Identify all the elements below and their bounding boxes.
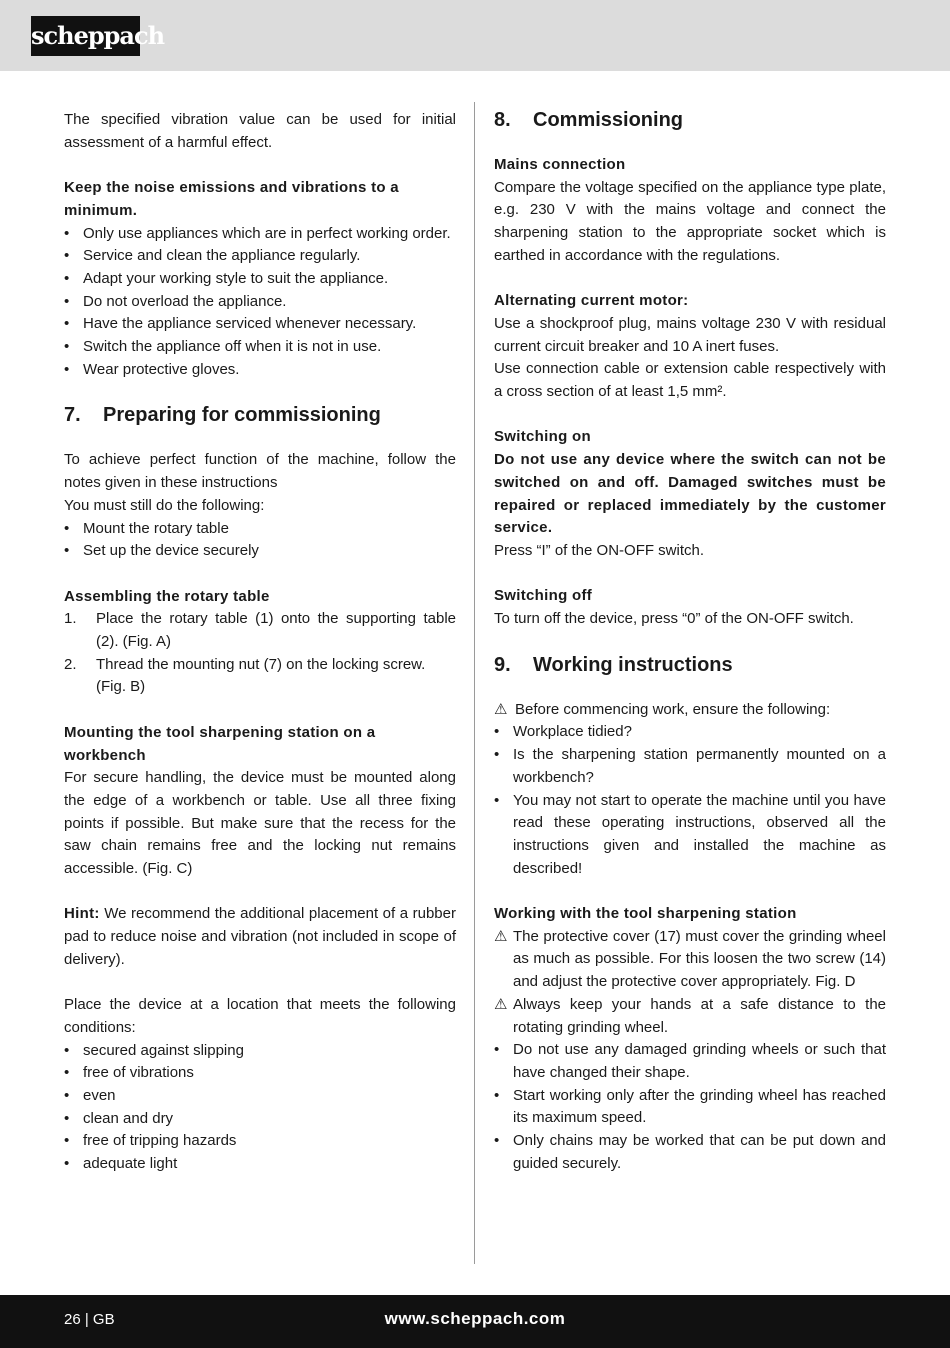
working-list	[494, 926, 886, 1176]
ac-text-2: Use connection cable or extension cable respectively with a cross section of at least 1,5 mm².	[494, 360, 886, 401]
list-item: • even	[64, 1085, 456, 1108]
list-item: • Only use appliances which are in perfect working order.	[64, 223, 456, 246]
list-item: • Adapt your working style to suit the appliance.	[64, 268, 456, 291]
mains-text: Compare the voltage specified on the appliance type plate, e.g. 230 V with the mains voltage and connect the sharpening station to the appropriate socket which is earthed in accordance with the regulations.	[494, 178, 886, 264]
must-text: You must still do the following:	[64, 496, 265, 514]
list-item: • Start working only after the grinding wheel has reached its maximum speed.	[494, 1085, 886, 1130]
list-item: • secured against slipping	[64, 1040, 456, 1063]
list-item: • Do not overload the appliance.	[64, 291, 456, 314]
section-number: 7.	[64, 404, 81, 427]
warning-item: ⚠ The protective cover (17) must cover the grinding wheel as much as possible. For this loosen the two screw (14) and adjust the protective cover appropriately. Fig. D	[494, 927, 886, 991]
step-item: 2. Thread the mounting nut (7) on the locking screw. (Fig. B)	[64, 655, 426, 696]
rotary-heading: Assembling the rotary table	[64, 587, 270, 605]
warning-item: ⚠ Always keep your hands at a safe distance to the rotating grinding wheel.	[494, 995, 886, 1036]
list-item: • free of vibrations	[64, 1062, 456, 1085]
switching-on-warning: Do not use any device where the switch can not be switched on and off. Damaged switches must be repaired or replaced immediately by the customer service.	[494, 451, 886, 537]
list-item: • Wear protective gloves.	[64, 359, 456, 382]
page-header	[0, 0, 950, 71]
section-number: 9.	[494, 653, 511, 676]
list-item: • Set up the device securely	[64, 540, 456, 563]
before-text: ⚠ Before commencing work, ensure the following:	[494, 699, 886, 722]
list-item: • Is the sharpening station permanently mounted on a workbench?	[494, 744, 886, 789]
mounting-text: For secure handling, the device must be mounted along the edge of a workbench or table. Use all three fixing points if possible. But make sure that the recess for the saw chain remains free and the locking nut remains accessible. (Fig. C)	[64, 769, 456, 878]
switching-off-heading: Switching off	[494, 587, 593, 605]
rotary-steps	[64, 608, 456, 699]
place-text: Place the device at a location that meets the following conditions:	[64, 996, 456, 1036]
section-8-heading	[494, 109, 886, 131]
page-number: 26 | GB	[64, 1311, 115, 1328]
ac-text-1: Use a shockproof plug, mains voltage 230 V with residual current circuit breaker and 10 A inert fuses.	[494, 314, 886, 355]
step-item: 1. Place the rotary table (1) onto the supporting table (2). (Fig. A)	[64, 610, 456, 651]
scheppach-logo: scheppach	[31, 16, 140, 56]
left-column	[64, 109, 456, 1176]
must-list	[64, 518, 456, 563]
warning-icon: ⚠	[494, 927, 508, 945]
hint-label: Hint:	[64, 905, 100, 923]
section-title: Working instructions	[533, 653, 733, 676]
list-item: • adequate light	[64, 1153, 456, 1176]
switching-on-text: Press “I” of the ON-OFF switch.	[494, 541, 705, 559]
achieve-text: To achieve perfect function of the machine, follow the notes given in these instructions	[64, 451, 456, 492]
warning-icon: ⚠	[494, 700, 508, 718]
page-footer	[0, 1295, 950, 1348]
ac-heading: Alternating current motor:	[494, 292, 689, 310]
list-item: • Workplace tidied?	[494, 721, 886, 744]
right-column	[494, 109, 886, 1175]
section-title: Preparing for commissioning	[103, 404, 381, 427]
list-item: • Service and clean the appliance regularly.	[64, 245, 456, 268]
section-7-heading	[64, 404, 456, 426]
keep-heading: Keep the noise emissions and vibrations to a minimum.	[64, 179, 399, 219]
hint-text: We recommend the additional placement of a rubber pad to reduce noise and vibration (not included in scope of delivery).	[64, 905, 456, 968]
list-item: • Mount the rotary table	[64, 518, 456, 541]
warning-icon: ⚠	[494, 995, 508, 1013]
vibration-intro: The specified vibration value can be used for initial assessment of a harmful effect.	[64, 111, 456, 151]
before-list	[494, 721, 886, 880]
website-link[interactable]: www.scheppach.com	[384, 1309, 566, 1328]
mounting-heading: Mounting the tool sharpening station on a workbench	[64, 723, 376, 764]
switching-off-text: To turn off the device, press “0” of the ON-OFF switch.	[494, 610, 854, 628]
column-divider	[474, 102, 475, 1264]
list-item: • clean and dry	[64, 1108, 456, 1131]
list-item: • Switch the appliance off when it is not in use.	[64, 336, 456, 359]
hint-paragraph	[64, 903, 456, 971]
list-item: • free of tripping hazards	[64, 1130, 456, 1153]
list-item: • You may not start to operate the machine until you have read these operating instructions, observed all the instructions given and installed the machine as described!	[494, 790, 886, 881]
mains-heading: Mains connection	[494, 156, 626, 173]
switching-on-heading: Switching on	[494, 428, 591, 446]
list-item: • Only chains may be worked that can be put down and guided securely.	[494, 1130, 886, 1175]
keep-list	[64, 223, 456, 382]
working-heading: Working with the tool sharpening station	[494, 905, 797, 923]
section-title: Commissioning	[533, 109, 684, 131]
place-list	[64, 1040, 456, 1176]
list-item: • Have the appliance serviced whenever necessary.	[64, 313, 456, 336]
list-item: • Do not use any damaged grinding wheels or such that have changed their shape.	[494, 1039, 886, 1084]
section-9-heading	[494, 654, 886, 676]
section-number: 8.	[494, 109, 511, 131]
